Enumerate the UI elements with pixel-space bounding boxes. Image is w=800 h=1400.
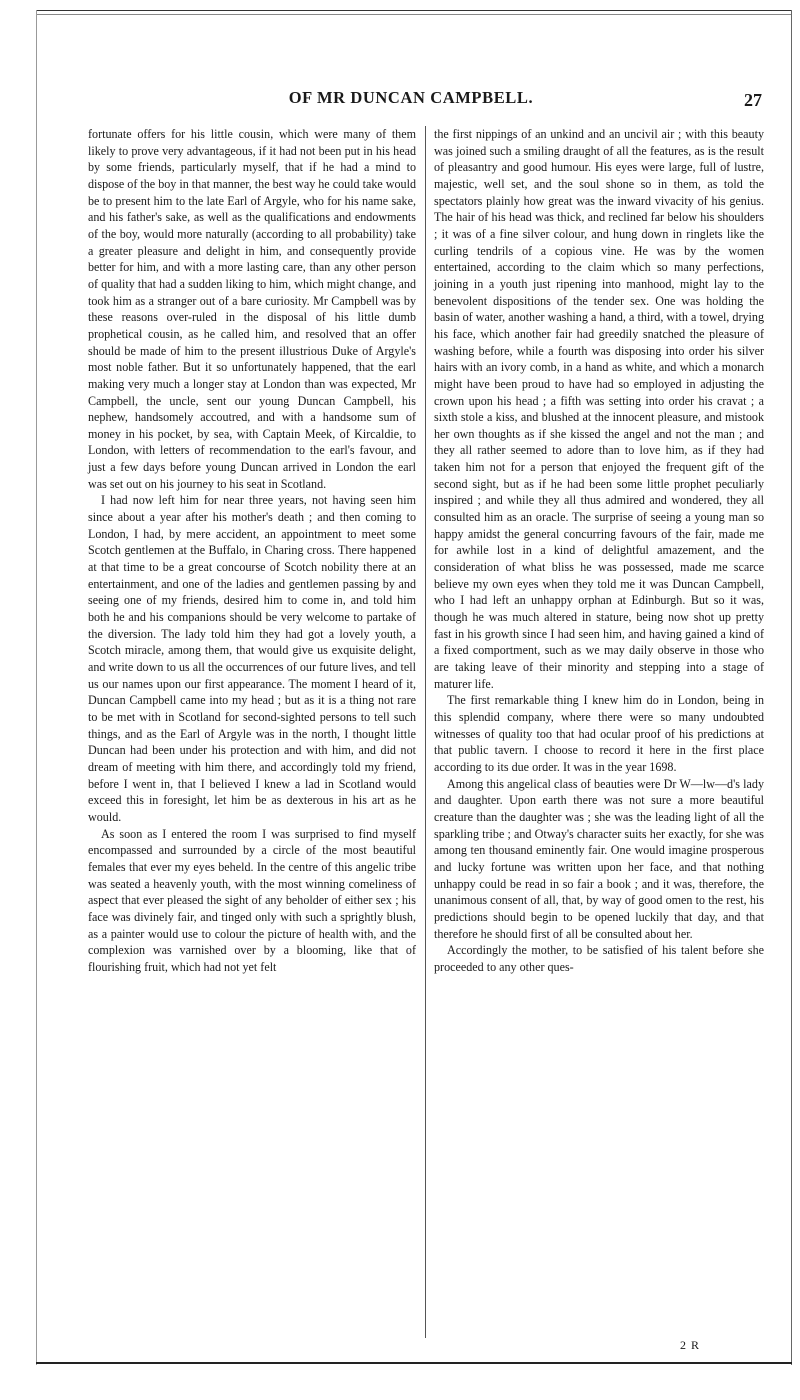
bottom-rule: [36, 1362, 792, 1364]
column-divider: [425, 126, 426, 1338]
paragraph: Among this angelical class of beauties were Dr W—lw—d's lady and daughter. Upon earth there was not sure a more beautiful creature than the daughter was ; she was the leading light of all the sparkling tribe ; and Otway's character suits her exactly, for she was among ten thousand eminently fair. One would imagine prosperous and lucky fortune was written upon her face, and that nothing unhappy could be read in so fair a book ; and it was, therefore, the unanimous consent of all, that, by way of good omen to the rest, his predictions should begin to be opened luckily that day, and that therefore he should first of all be consulted about her.: [434, 776, 764, 941]
paragraph: the first nippings of an unkind and an uncivil air ; with this beauty was joined such a smiling draught of all the features, as is the result of pleasantry and good humour. His eyes were large, full of lustre, majestic, well set, and the soul shone so in them, as told the spectators plainly how great was the inward vivacity of his genius. The hair of his head was thick, and reclined far below his shoulders ; it was of a fine silver colour, and hung down in ringlets like the curling tendrils of a copious vine. He was by the women entertained, according to the claim which so many perfections, joining in a youth just ripening into manhood, might lay to the benevolent dispositions of the tender sex. One was holding the basin of water, another washing a hand, a third, with a towel, drying his face, which another fair had greedily snatched the pleasure of washing before, while a fourth was disposing into order his silver hairs with an ivory comb, in a hand as white, and which a monarch might have been proud to have had so employed in adjusting the crown upon his head ; a fifth was setting into order his cravat ; a sixth stole a kiss, and blushed at the innocent pleasure, and mistook her own thoughts as if she kissed the angel and not the man ; and they all rather seemed to adore than to love him, as if they had taken him not for a person that enjoyed the frequent gift of the second sight, but as if he had been some little prophet peculiarly inspired ; and while they all thus admired and wondered, they all consulted him as an oracle. The surprise of seeing a young man so happy amidst the general concurring favours of the fair, made me for awhile lost in a kind of delightful amazement, and the consideration of what bliss he was possessed, made me scarce believe my own eyes when they told me it was Duncan Campbell, who I had left an unhappy orphan at Edinburgh. But so it was, though he was much altered in stature, being now shot up pretty fast in his growth since I had seen him, and having gained a kind of a fixed comportment, such as we may daily observe in those who are taking leave of their minority and stepping into a stage of maturer life.: [434, 127, 764, 691]
paragraph: fortunate offers for his little cousin, which were many of them likely to prove very advantageous, if it had not been put in his head by some friends, particularly myself, that if he had a mind to dispose of the boy in that manner, the best way he could take would be to present him to the late Earl of Argyle, who for his name sake, and his father's sake, as well as the qualifications and endowments of the boy, would more naturally (according to all probability) take a greater pleasure and delight in him, and consequently provide better for him, and with a more lasting care, than any other person of quality that had a sudden liking to him, which might change, and took him as a stranger out of a bare curiosity. Mr Campbell was by these reasons over-ruled in the disposal of his little dumb prophetical cousin, as he called him, and resolved that an offer should be made of him to the present illustrious Duke of Argyle's most noble father. But it so unfortunately happened, that the earl making very much a longer stay at London than was expected, Mr Campbell, the uncle, sent our young Duncan Campbell, his nephew, handsomely accoutred, and with a handsome sum of money in his pocket, by sea, with Captain Meek, of Kircaldie, to London, with letters of recommendation to the earl's favour, and just a few days before young Duncan arrived in London the earl was set out on his journey to his seat in Scotland.: [88, 127, 416, 491]
top-rule: [36, 10, 792, 11]
page-number: 27: [744, 90, 762, 110]
right-column: [434, 126, 764, 975]
signature-mark: 2 R: [680, 1338, 701, 1352]
right-page-edge: [791, 10, 792, 1365]
left-column: [88, 126, 416, 975]
paragraph: Accordingly the mother, to be satisfied of his talent before she proceeded to any other ques-: [434, 943, 764, 974]
paragraph: As soon as I entered the room I was surprised to find myself encompassed and surrounded by a circle of the most beautiful females that ever my eyes beheld. In the centre of this angelic tribe was seated a heavenly youth, with the most winning comeliness of aspect that ever pleased the sight of any beholder of either sex ; his face was divinely fair, and tinged only with such a sprightly blush, as a painter would use to colour the picture of health with, and the complexion was varnished over by a blooming, like that of flourishing fruit, which had not yet felt: [88, 826, 416, 974]
left-page-edge: [36, 10, 37, 1365]
running-title: OF MR DUNCAN CAMPBELL.: [288, 88, 534, 107]
top-rule-secondary: [36, 14, 792, 15]
paragraph: I had now left him for near three years, not having seen him since about a year after his mother's death ; and then coming to London, I had, by mere accident, an appointment to meet some Scotch gentlemen at the Buffalo, in Charing cross. There happened at that time to be a great concourse of Scotch nobility there at an entertainment, and one of the ladies and gentlemen passing by and seeing one of my friends, desired him to come in, and told him both he and his companions should be very welcome to partake of the diversion. The lady told him they had got a lovely youth, a Scotch miracle, among them, that would give us exquisite delight, and write down to us all the occurrences of our future lives, and tell us our names upon our first appearance. The moment I heard of it, Duncan Campbell came into my head ; but as it is a thing not rare to be met with in Scotland for second-sighted persons to tell such things, and as the Earl of Argyle was in the north, I thought little Duncan had been under his protection and with him, and did not dream of meeting with him there, and accordingly told my friend, before I went in, that I believed I knew a lad in Scotland would exceed this in foresight, let him be as dexterous in his art as he would.: [88, 493, 416, 824]
page-header: [60, 88, 762, 112]
paragraph: The first remarkable thing I knew him do in London, being in this splendid company, where there were so many undoubted witnesses of quality too that had ocular proof of his predictions at that public tavern. I choose to record it here in the first place according to its due order. It was in the year 1698.: [434, 693, 764, 774]
